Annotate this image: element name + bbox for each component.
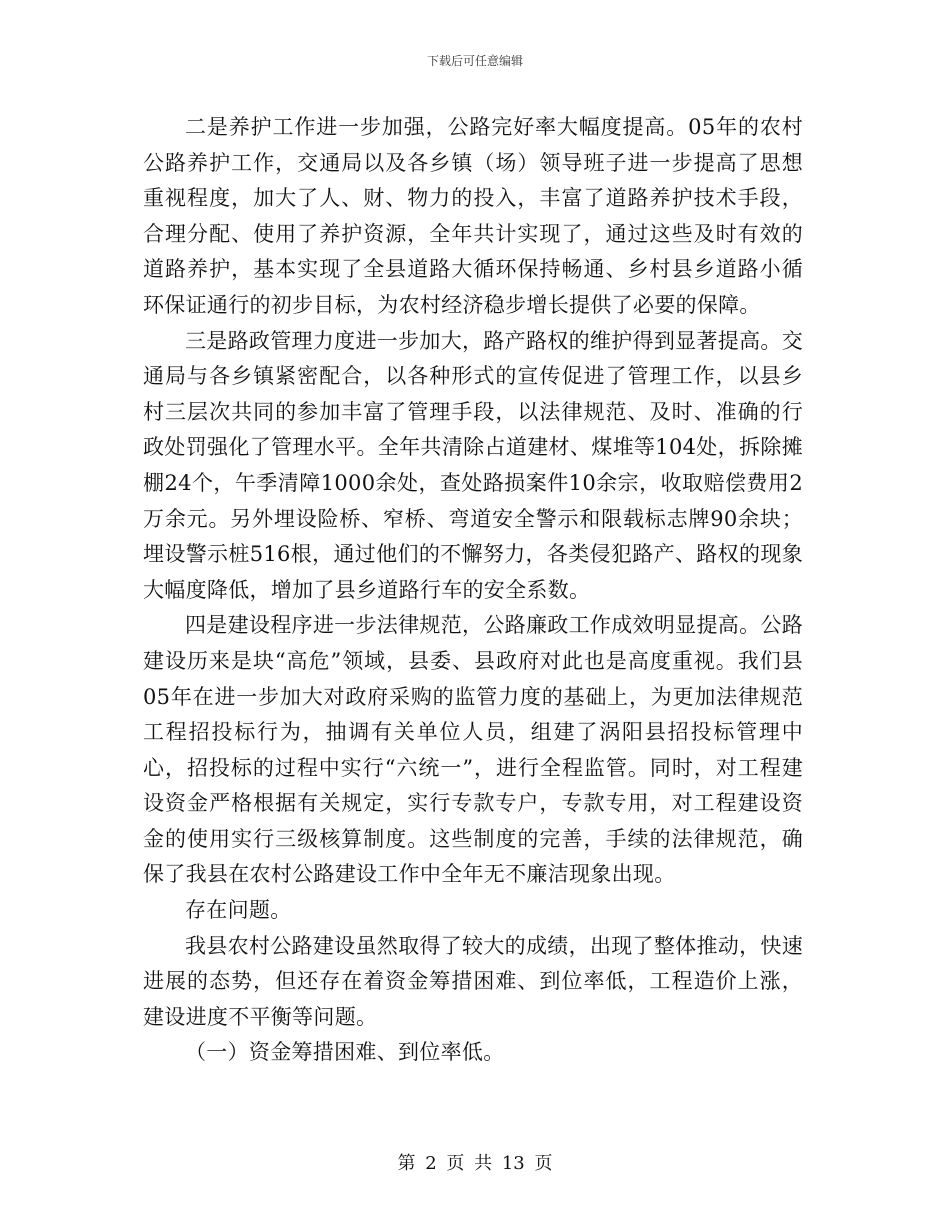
- header-note: 下载后可任意编辑: [426, 54, 523, 68]
- paragraph-problems-heading: 存在问题。: [185, 898, 292, 923]
- paragraph-subheading-funding: （一）资金筹措困难、到位率低。: [185, 1040, 505, 1065]
- paragraph-construction-procedure: 四是建设程序进一步法律规范，公路廉政工作成效明显提高。公路建设历来是块“高危”领域，县委、县政府对此也是高度重视。我们县05年在进一步加大对政府采购的监管力度的基础上，为更加法律规范工程招投标行为，抽调有关单位人员，组建了涡阳县招投标管理中心，招投标的过程中实行“六统一”，进行全程监管。同时，对工程建设资金严格根据有关规定，实行专款专户，专款专用，对工程建设资金的使用实行三级核算制度。这些制度的完善，手续的法律规范，确保了我县在农村公路建设工作中全年无不廉洁现象出现。: [143, 613, 803, 887]
- document-body: [143, 110, 803, 1071]
- paragraph-maintenance: 二是养护工作进一步加强，公路完好率大幅度提高。05年的农村公路养护工作，交通局以及各乡镇（场）领导班子进一步提高了思想重视程度，加大了人、财、物力的投入，丰富了道路养护技术手段，合理分配、使用了养护资源，全年共计实现了，通过这些及时有效的道路养护，基本实现了全县道路大循环保持畅通、乡村县乡道路小循环保证通行的初步目标，为农村经济稳步增长提供了必要的保障。: [143, 115, 803, 317]
- paragraph-problems-summary: 我县农村公路建设虽然取得了较大的成绩，出现了整体推动，快速进展的态势，但还存在着资金筹措困难、到位率低，工程造价上涨，建设进度不平衡等问题。: [143, 933, 803, 1029]
- paragraph-road-administration: 三是路政管理力度进一步加大，路产路权的维护得到显著提高。交通局与各乡镇紧密配合，以各种形式的宣传促进了管理工作，以县乡村三层次共同的参加丰富了管理手段，以法律规范、及时、准确的行政处罚强化了管理水平。全年共清除占道建材、煤堆等104处，拆除摊棚24个，午季清障1000余处，查处路损案件10余宗，收取赔偿费用2万余元。另外埋设险桥、窄桥、弯道安全警示和限载标志牌90余块；埋设警示桩516根，通过他们的不懈努力，各类侵犯路产、路权的现象大幅度降低，增加了县乡道路行车的安全系数。: [143, 328, 803, 602]
- page-number-footer: 第 2 页 共 13 页: [397, 1153, 553, 1174]
